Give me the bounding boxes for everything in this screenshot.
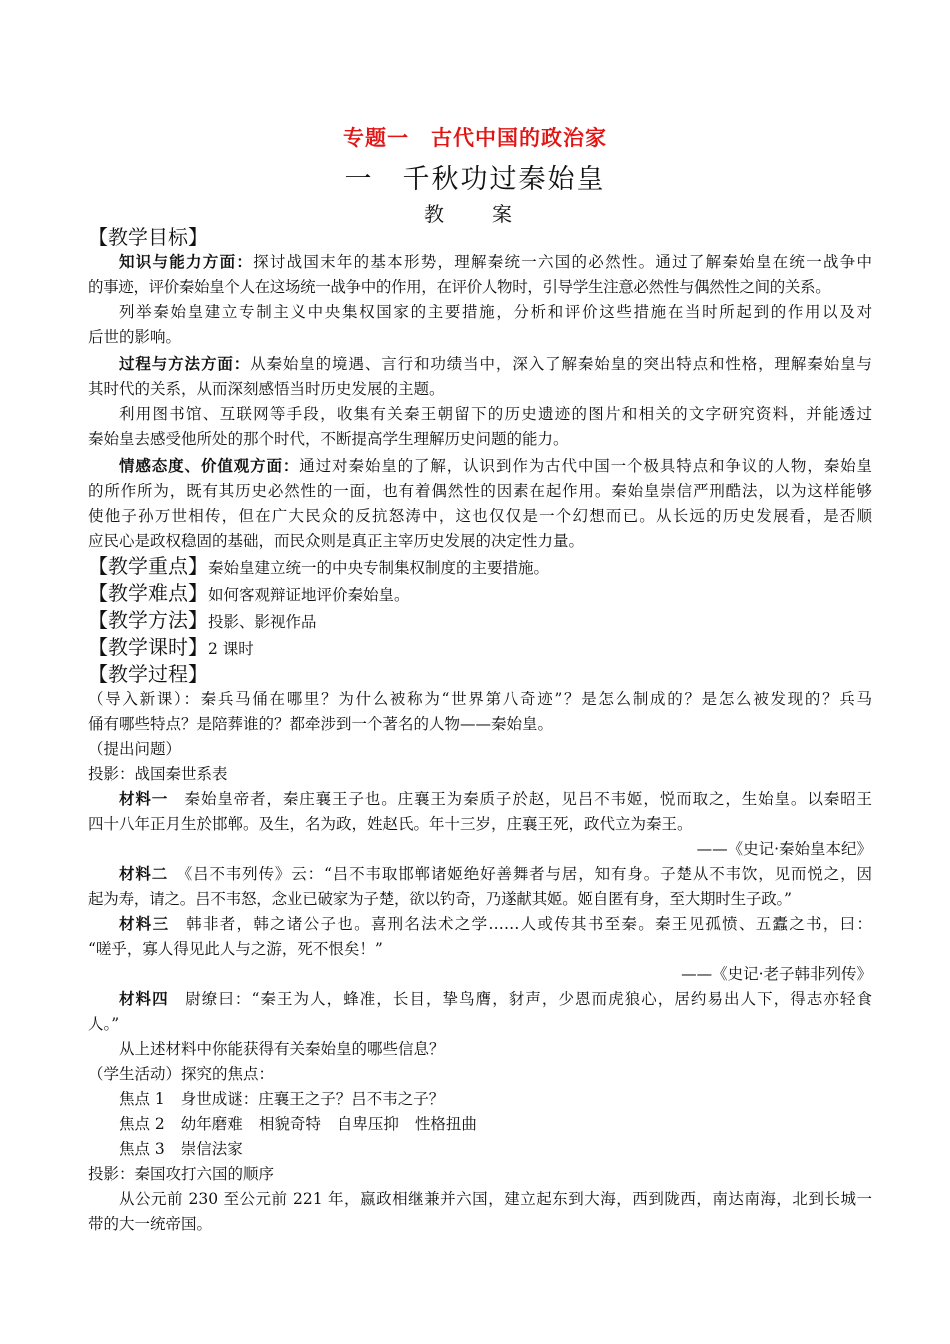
doc-type-title: 教 案 — [424, 202, 526, 226]
projection-line: 投影：秦国攻打六国的顺序 — [88, 1165, 275, 1183]
material-three-line: “嗟乎，寡人得见此人与之游，死不恨矣！” — [88, 940, 383, 958]
question-line: （提出问题） — [88, 740, 182, 758]
process-paragraph-line: 利用图书馆、互联网等手段，收集有关秦王朝留下的历史遗迹的图片和相关的文字研究资料，并能透过 — [119, 405, 872, 423]
focus-point-1: 焦点 1 身世成谜：庄襄王之子？吕不韦之子？ — [119, 1090, 445, 1108]
hours-row — [88, 635, 872, 662]
process-heading: 【教学过程】 — [88, 662, 208, 686]
material-two-line: 材料二 《吕不韦列传》云：“吕不韦取邯郸诸姬绝好善舞者与居，知有身。子楚从不韦饮，见而悦之，因 — [119, 865, 872, 883]
conquest-line: 带的大一统帝国。 — [88, 1215, 213, 1233]
material-three-source: ——《史记·老子韩非列传》 — [681, 965, 872, 983]
difficulty-row — [88, 581, 872, 608]
material-four-label: 材料四 — [119, 990, 169, 1008]
focus-point-2: 焦点 2 幼年磨难 相貌奇特 自卑压抑 性格扭曲 — [119, 1115, 477, 1133]
process-paragraph-line: 过程与方法方面：从秦始皇的境遇、言行和功绩当中，深入了解秦始皇的突出特点和性格，理解秦始皇与 — [119, 355, 872, 373]
process-paragraph-line: 其时代的关系，从而深刻感悟当时历史发展的主题。 — [88, 380, 445, 398]
knowledge-paragraph-line: 知识与能力方面：探讨战国末年的基本形势，理解秦统一六国的必然性。通过了解秦始皇在统一战争中 — [119, 253, 872, 271]
material-four-line: 人。” — [88, 1015, 120, 1033]
material-four-line: 材料四 尉缭曰：“秦王为人，蜂准，长目，挚鸟膺，豺声，少恩而虎狼心，居约易出人下，得志亦轻食 — [119, 990, 872, 1008]
knowledge-paragraph-line: 列举秦始皇建立专制主义中央集权国家的主要措施，分析和评价这些措施在当时所起到的作用以及对 — [119, 303, 872, 321]
ask-line: 从上述材料中你能获得有关秦始皇的哪些信息？ — [119, 1040, 445, 1058]
material-one-label: 材料一 — [119, 790, 169, 808]
material-two-line: 起为寿，请之。吕不韦怒，念业已破家为子楚，欲以钓奇，乃遂献其姬。姬自匿有身，至大期时生子政。” — [88, 890, 792, 908]
focus-value: 秦始皇建立统一的中央专制集权制度的主要措施。 — [208, 559, 550, 577]
conquest-line: 从公元前 230 至公元前 221 年，嬴政相继兼并六国，建立起东到大海，西到陇西，南达南海，北到长城一 — [119, 1190, 872, 1208]
objectives-heading: 【教学目标】 — [88, 225, 208, 249]
emotion-paragraph-line: 使他子孙万世相传，但在广大民众的反抗怒涛中，这也仅仅是一个幻想而已。从长远的历史发展看，是否顺 — [88, 507, 872, 525]
material-one-line: 四十八年正月生於邯郸。及生，名为政，姓赵氏。年十三岁，庄襄王死，政代立为秦王。 — [88, 815, 693, 833]
emotion-paragraph-line: 的所作所为，既有其历史必然性的一面，也有着偶然性的因素在起作用。秦始皇崇信严刑酷法，以为这样能够 — [88, 482, 872, 500]
method-row — [88, 608, 872, 635]
material-one-source: ——《史记·秦始皇本纪》 — [696, 840, 872, 858]
focus-row — [88, 554, 872, 581]
focus-label: 【教学重点】 — [88, 554, 208, 578]
projection-line: 投影：战国秦世系表 — [88, 765, 228, 783]
method-value: 投影、影视作品 — [208, 613, 317, 631]
emotion-paragraph-line: 应民心是政权稳固的基础，而民众则是真正主宰历史发展的决定性力量。 — [88, 532, 585, 550]
emotion-label: 情感态度、价值观方面： — [119, 457, 300, 475]
emotion-paragraph-line: 情感态度、价值观方面：通过对秦始皇的了解，认识到作为古代中国一个极具特点和争议的人物，秦始皇 — [119, 457, 872, 475]
material-three-label: 材料三 — [119, 915, 170, 933]
knowledge-paragraph-line: 的事迹，评价秦始皇个人在这场统一战争中的作用，在评价人物时，引导学生注意必然性与偶然性之间的关系。 — [88, 278, 831, 296]
hours-label: 【教学课时】 — [88, 635, 208, 659]
material-one-line: 材料一 秦始皇帝者，秦庄襄王子也。庄襄王为秦质子於赵，见吕不韦姬，悦而取之，生始皇。以秦昭王 — [119, 790, 872, 808]
knowledge-label: 知识与能力方面： — [119, 253, 254, 271]
difficulty-label: 【教学难点】 — [88, 581, 208, 605]
objectives-section — [88, 225, 872, 1237]
activity-line: （学生活动）探究的焦点： — [88, 1065, 275, 1083]
lesson-title: 一 千秋功过秦始皇 — [344, 164, 606, 195]
focus-point-3: 焦点 3 崇信法家 — [119, 1140, 243, 1158]
difficulty-value: 如何客观辩证地评价秦始皇。 — [208, 586, 410, 604]
material-two-label: 材料二 — [119, 865, 169, 883]
method-label: 【教学方法】 — [88, 608, 208, 632]
hours-value: 2 课时 — [208, 640, 254, 658]
knowledge-paragraph-line: 后世的影响。 — [88, 328, 182, 346]
process-paragraph-line: 秦始皇去感受他所处的那个时代，不断提高学生理解历史问题的能力。 — [88, 430, 569, 448]
intro-line: 俑有哪些特点？是陪葬谁的？都牵涉到一个著名的人物——秦始皇。 — [88, 715, 554, 733]
process-label: 过程与方法方面： — [119, 355, 251, 373]
material-three-line: 材料三 韩非者，韩之诸公子也。喜刑名法术之学……人或传其书至秦。秦王见孤愤、五蠹之书，曰： — [119, 915, 872, 933]
intro-line: （导入新课）：秦兵马俑在哪里？为什么被称为“世界第八奇迹”？是怎么制成的？是怎么被发现的？兵马 — [88, 690, 872, 708]
topic-title: 专题一 古代中国的政治家 — [343, 126, 607, 150]
